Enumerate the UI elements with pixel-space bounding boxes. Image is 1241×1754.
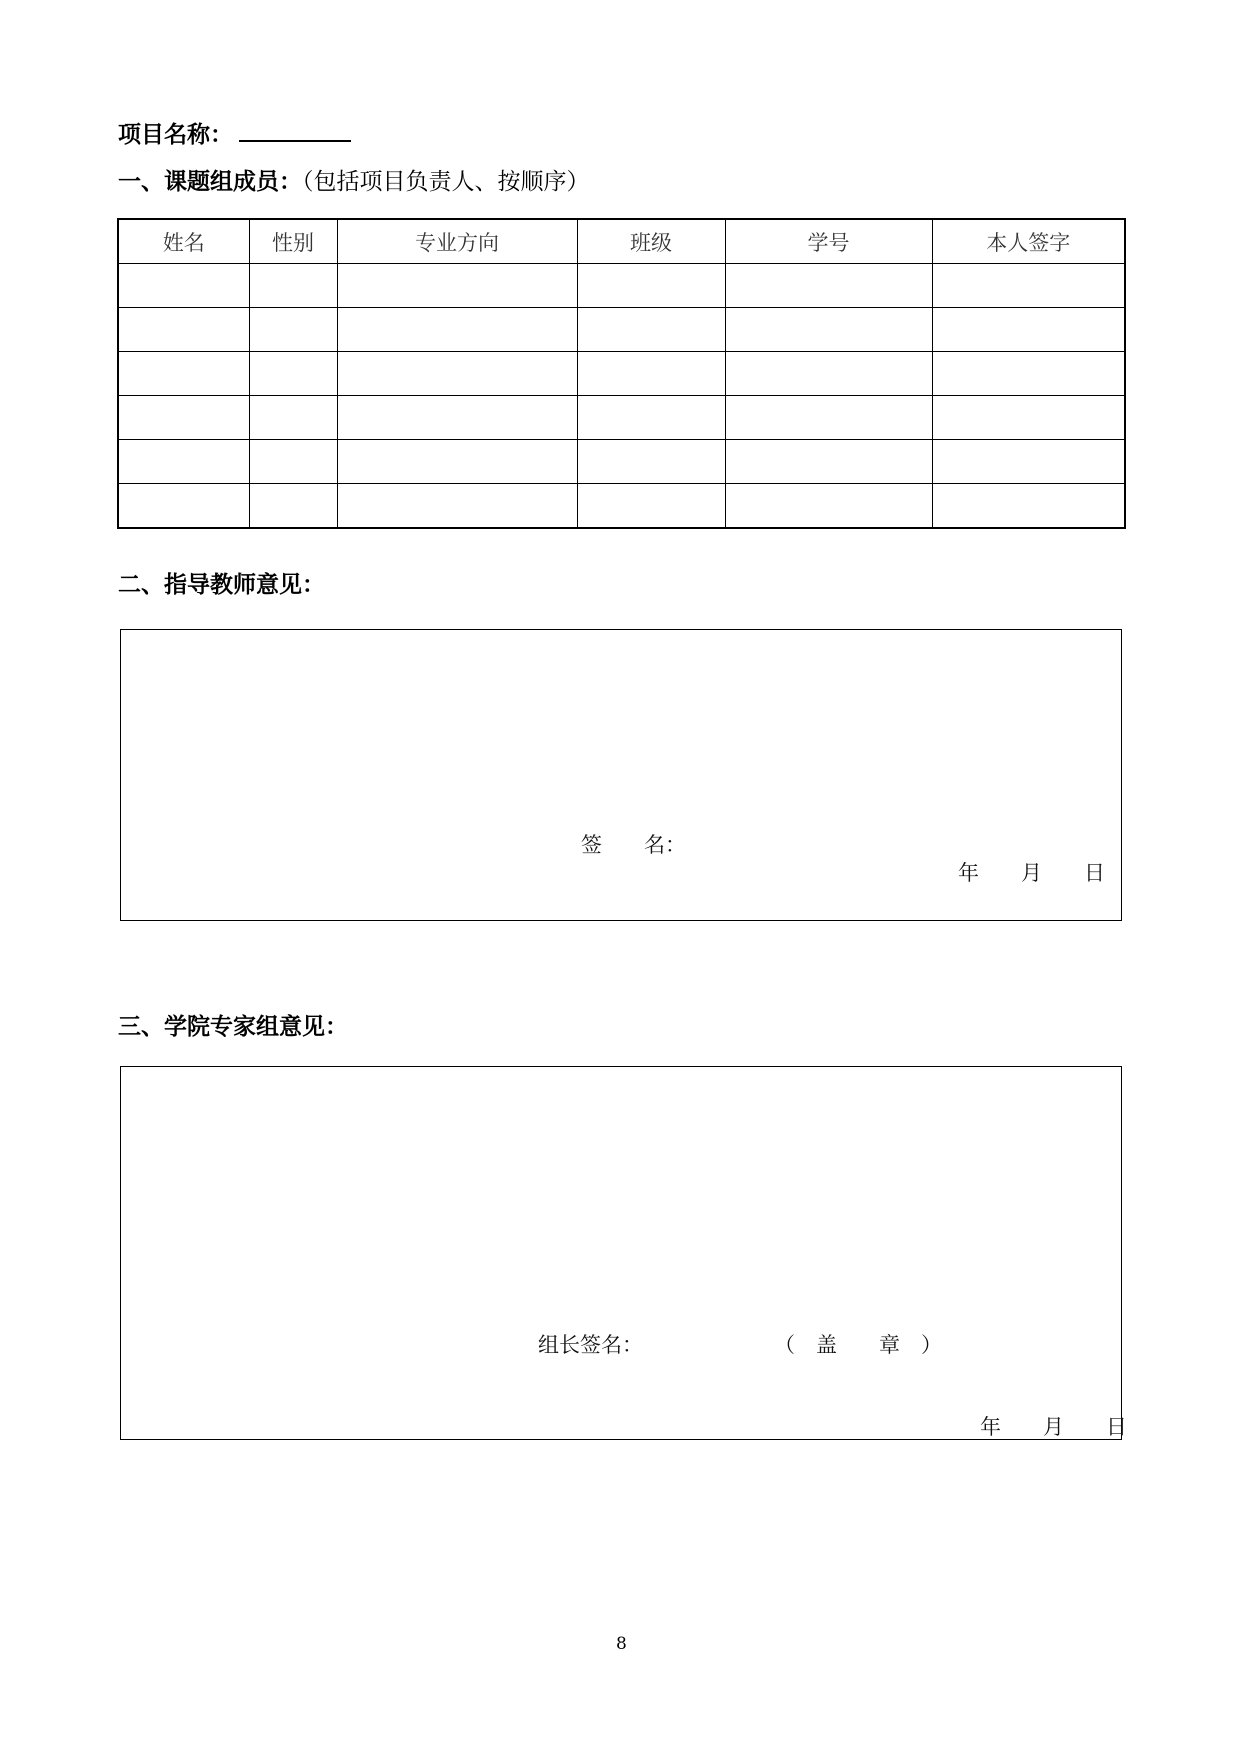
table-row	[118, 264, 1125, 308]
header-gender: 性别	[249, 219, 337, 264]
table-cell[interactable]	[249, 440, 337, 484]
expert-date-label: 年 月 日	[980, 1415, 1127, 1439]
project-name-label: 项目名称：	[118, 122, 233, 148]
table-cell[interactable]	[932, 484, 1125, 529]
section3-title: 三、学院专家组意见：	[118, 1014, 348, 1040]
table-cell[interactable]	[932, 352, 1125, 396]
table-cell[interactable]	[249, 264, 337, 308]
table-cell[interactable]	[577, 308, 725, 352]
table-row	[118, 396, 1125, 440]
table-cell[interactable]	[337, 264, 577, 308]
table-cell[interactable]	[725, 264, 932, 308]
page-number: 8	[616, 1634, 627, 1654]
table-cell[interactable]	[725, 308, 932, 352]
leader-sign-label: 组长签名：	[538, 1333, 643, 1357]
section2-title: 二、指导教师意见：	[118, 572, 325, 598]
table-cell[interactable]	[577, 396, 725, 440]
table-cell[interactable]	[577, 440, 725, 484]
table-cell[interactable]	[118, 308, 249, 352]
section1-note: （包括项目负责人、按顺序）	[302, 169, 590, 195]
section1-title: 一、课题组成员：	[118, 169, 302, 195]
table-cell[interactable]	[118, 396, 249, 440]
header-major: 专业方向	[337, 219, 577, 264]
table-cell[interactable]	[932, 440, 1125, 484]
table-cell[interactable]	[577, 264, 725, 308]
table-cell[interactable]	[932, 264, 1125, 308]
table-row	[118, 308, 1125, 352]
table-row	[118, 352, 1125, 396]
table-cell[interactable]	[249, 308, 337, 352]
table-cell[interactable]	[337, 484, 577, 529]
advisor-date-label: 年 月 日	[958, 861, 1105, 885]
table-cell[interactable]	[725, 352, 932, 396]
project-name-blank[interactable]	[239, 118, 351, 142]
table-cell[interactable]	[337, 396, 577, 440]
table-cell[interactable]	[725, 440, 932, 484]
table-cell[interactable]	[249, 484, 337, 529]
table-cell[interactable]	[118, 352, 249, 396]
table-cell[interactable]	[577, 352, 725, 396]
table-row	[118, 484, 1125, 529]
advisor-sign-label: 签 名：	[581, 833, 686, 857]
members-header-row	[118, 219, 1125, 264]
table-cell[interactable]	[932, 396, 1125, 440]
advisor-opinion-box[interactable]	[120, 629, 1122, 921]
table-cell[interactable]	[932, 308, 1125, 352]
table-cell[interactable]	[249, 396, 337, 440]
table-cell[interactable]	[118, 440, 249, 484]
table-cell[interactable]	[249, 352, 337, 396]
members-table	[117, 218, 1126, 529]
expert-opinion-box[interactable]	[120, 1066, 1127, 1440]
header-student-id: 学号	[725, 219, 932, 264]
table-cell[interactable]	[725, 396, 932, 440]
section1-heading	[118, 167, 590, 197]
table-cell[interactable]	[725, 484, 932, 529]
project-name-row	[118, 118, 351, 150]
header-class: 班级	[577, 219, 725, 264]
header-signature: 本人签字	[932, 219, 1125, 264]
table-cell[interactable]	[118, 484, 249, 529]
table-cell[interactable]	[577, 484, 725, 529]
table-row	[118, 440, 1125, 484]
seal-label: （ 盖 章 ）	[774, 1333, 942, 1357]
table-cell[interactable]	[337, 308, 577, 352]
header-name: 姓名	[118, 219, 249, 264]
table-cell[interactable]	[337, 352, 577, 396]
table-cell[interactable]	[118, 264, 249, 308]
table-cell[interactable]	[337, 440, 577, 484]
